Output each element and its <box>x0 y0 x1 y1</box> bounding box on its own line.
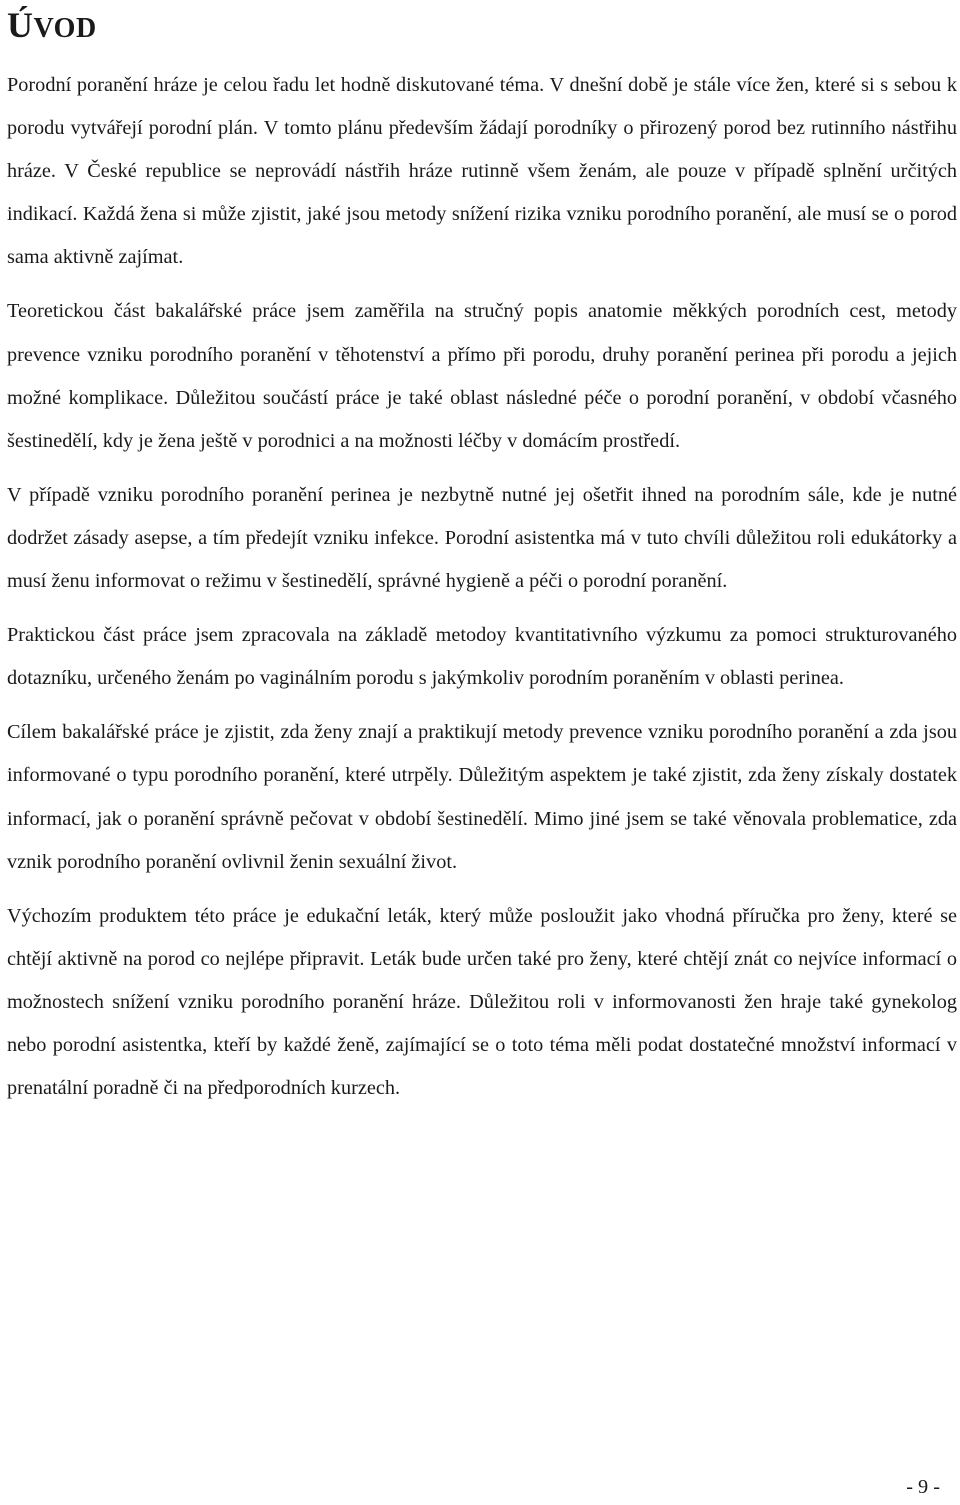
paragraph-1: Porodní poranění hráze je celou řadu let hodně diskutované téma. V dnešní době je stále více žen, které si s sebou k porodu vytvářejí porodní plán. V tomto plánu především žádají porodníky o přirozený porod bez rutinního nástřihu hráze. V České republice se neprovádí nástřih hráze rutinně všem ženám, ale pouze v případě splnění určitých indikací. Každá žena si může zjistit, jaké jsou metody snížení rizika vzniku porodního poranění, ale musí se o porod sama aktivně zajímat. <box>7 74 957 269</box>
paragraph-4: Praktickou část práce jsem zpracovala na základě metodoy kvantitativního výzkumu za pomoci strukturovaného dotazníku, určeného ženám po vaginálním porodu s jakýmkoliv porodním poraněním v oblasti perinea. <box>7 624 957 690</box>
page-number: - 9 - <box>906 1476 940 1498</box>
paragraph-3: V případě vzniku porodního poranění perinea je nezbytně nutné jej ošetřit ihned na porodním sále, kde je nutné dodržet zásady asepse, a tím předejít vzniku infekce. Porodní asistentka má v tuto chvíli důležitou roli edukátorky a musí ženu informovat o režimu v šestinedělí, správné hygieně a péči o porodní poranění. <box>7 483 957 593</box>
section-heading <box>7 0 957 52</box>
heading-small-caps: VOD <box>33 13 97 44</box>
paragraph-6: Výchozím produktem této práce je edukační leták, který může posloužit jako vhodná příručka pro ženy, které se chtějí aktivně na porod co nejlépe připravit. Leták bude určen také pro ženy, které chtějí znát co nejvíce informací o možnostech snížení vzniku porodního poranění hráze. Důležitou roli v informovanosti žen hraje také gynekolog nebo porodní asistentka, kteří by každé ženě, zajímající se o toto téma měli podat dostatečné množství informací v prenatální poradně či na předporodních kurzech. <box>7 904 957 1100</box>
heading-first-letter: Ú <box>7 5 34 45</box>
paragraph-5: Cílem bakalářské práce je zjistit, zda ženy znají a praktikují metody prevence vzniku porodního poranění a zda jsou informované o typu porodního poranění, které utrpěly. Důležitým aspektem je také zjistit, zda ženy získaly dostatek informací, jak o poranění správně pečovat v období šestinedělí. Mimo jiné jsem se také věnovala problematice, zda vznik porodního poranění ovlivnil ženin sexuální život. <box>7 721 957 873</box>
document-page <box>7 0 957 1110</box>
paragraph-2: Teoretickou část bakalářské práce jsem zaměřila na stručný popis anatomie měkkých porodních cest, metody prevence vzniku porodního poranění v těhotenství a přímo při porodu, druhy poranění perinea při porodu a jejich možné komplikace. Důležitou součástí práce je také oblast následné péče o porodní poranění, v období včasného šestinedělí, kdy je žena ještě v porodnici a na možnosti léčby v domácím prostředí. <box>7 300 957 452</box>
